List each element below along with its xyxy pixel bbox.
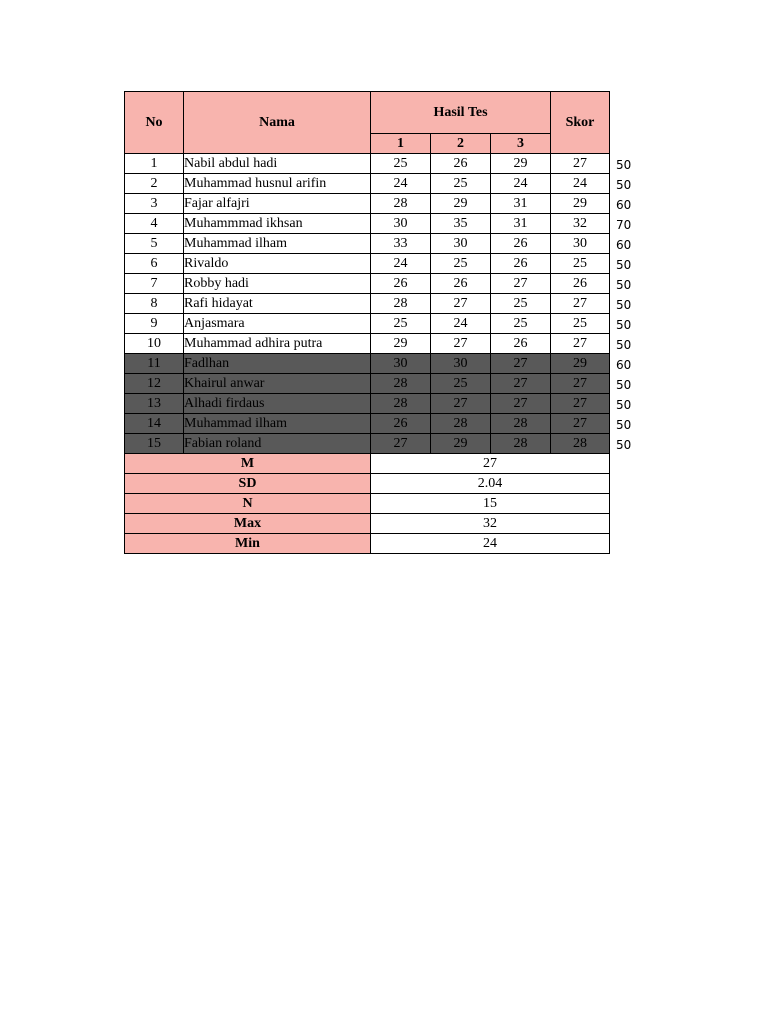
stat-value: 2.04 [371, 474, 610, 494]
score-table [124, 91, 610, 554]
cell-test-3: 24 [491, 174, 551, 194]
cell-test-1: 30 [371, 354, 431, 374]
cell-no: 10 [125, 334, 184, 354]
cell-skor: 30 [551, 234, 610, 254]
cell-nama: Fabian roland [184, 434, 371, 454]
cell-test-1: 30 [371, 214, 431, 234]
stat-value: 32 [371, 514, 610, 534]
cell-nama: Muhammad adhira putra [184, 334, 371, 354]
cell-test-1: 28 [371, 294, 431, 314]
cell-no: 3 [125, 194, 184, 214]
table-row [125, 154, 610, 174]
stat-row [125, 474, 610, 494]
cell-test-3: 27 [491, 354, 551, 374]
table-row [125, 414, 610, 434]
cell-no: 7 [125, 274, 184, 294]
cell-test-3: 28 [491, 434, 551, 454]
cell-test-3: 31 [491, 214, 551, 234]
cell-skor: 29 [551, 354, 610, 374]
cell-skor: 29 [551, 194, 610, 214]
header-skor: Skor [551, 92, 610, 154]
cell-nama: Fadlhan [184, 354, 371, 374]
cell-skor: 27 [551, 374, 610, 394]
cell-test-3: 31 [491, 194, 551, 214]
cell-test-3: 27 [491, 374, 551, 394]
table-row [125, 254, 610, 274]
cell-skor: 32 [551, 214, 610, 234]
side-value: 50 [616, 317, 632, 332]
cell-test-1: 27 [371, 434, 431, 454]
cell-skor: 24 [551, 174, 610, 194]
side-value: 60 [616, 357, 632, 372]
cell-skor: 28 [551, 434, 610, 454]
cell-test-2: 24 [431, 314, 491, 334]
cell-test-2: 28 [431, 414, 491, 434]
side-value: 50 [616, 157, 632, 172]
cell-test-3: 26 [491, 234, 551, 254]
cell-no: 9 [125, 314, 184, 334]
side-value: 60 [616, 237, 632, 252]
cell-test-2: 29 [431, 434, 491, 454]
cell-nama: Anjasmara [184, 314, 371, 334]
stat-value: 27 [371, 454, 610, 474]
cell-test-2: 25 [431, 174, 491, 194]
side-value: 50 [616, 257, 632, 272]
cell-test-1: 25 [371, 154, 431, 174]
stat-row [125, 534, 610, 554]
cell-test-2: 35 [431, 214, 491, 234]
side-value: 50 [616, 177, 632, 192]
stat-label: SD [125, 474, 371, 494]
header-hasil-tes: Hasil Tes [371, 92, 551, 134]
cell-test-1: 26 [371, 414, 431, 434]
cell-skor: 27 [551, 334, 610, 354]
side-value: 50 [616, 297, 632, 312]
stat-value: 24 [371, 534, 610, 554]
cell-test-3: 29 [491, 154, 551, 174]
table-row [125, 274, 610, 294]
table-row [125, 294, 610, 314]
cell-test-2: 26 [431, 274, 491, 294]
cell-test-1: 24 [371, 254, 431, 274]
cell-no: 1 [125, 154, 184, 174]
header-test-2: 2 [431, 134, 491, 154]
stat-label: N [125, 494, 371, 514]
cell-nama: Rivaldo [184, 254, 371, 274]
cell-nama: Muhammad ilham [184, 234, 371, 254]
cell-test-2: 27 [431, 334, 491, 354]
side-value: 50 [616, 277, 632, 292]
table-row [125, 174, 610, 194]
cell-no: 13 [125, 394, 184, 414]
cell-nama: Muhammad ilham [184, 414, 371, 434]
table-row [125, 234, 610, 254]
side-value: 50 [616, 437, 632, 452]
header-no: No [125, 92, 184, 154]
cell-no: 6 [125, 254, 184, 274]
cell-test-1: 29 [371, 334, 431, 354]
cell-no: 4 [125, 214, 184, 234]
stat-label: Min [125, 534, 371, 554]
cell-no: 11 [125, 354, 184, 374]
stat-row [125, 454, 610, 474]
header-nama: Nama [184, 92, 371, 154]
cell-test-2: 25 [431, 254, 491, 274]
cell-test-1: 28 [371, 394, 431, 414]
cell-nama: Alhadi firdaus [184, 394, 371, 414]
cell-no: 12 [125, 374, 184, 394]
side-value: 50 [616, 417, 632, 432]
table-row [125, 394, 610, 414]
cell-test-1: 33 [371, 234, 431, 254]
stat-value: 15 [371, 494, 610, 514]
cell-nama: Muhammad husnul arifin [184, 174, 371, 194]
cell-skor: 26 [551, 274, 610, 294]
side-value: 50 [616, 377, 632, 392]
cell-no: 8 [125, 294, 184, 314]
cell-skor: 25 [551, 314, 610, 334]
table-row [125, 354, 610, 374]
cell-test-1: 24 [371, 174, 431, 194]
stat-row [125, 514, 610, 534]
cell-test-2: 27 [431, 394, 491, 414]
side-value: 60 [616, 197, 632, 212]
table-row [125, 434, 610, 454]
stat-row [125, 494, 610, 514]
cell-skor: 25 [551, 254, 610, 274]
stat-label: M [125, 454, 371, 474]
table-row [125, 314, 610, 334]
cell-skor: 27 [551, 294, 610, 314]
cell-nama: Rafi hidayat [184, 294, 371, 314]
cell-skor: 27 [551, 154, 610, 174]
cell-test-1: 25 [371, 314, 431, 334]
cell-no: 15 [125, 434, 184, 454]
cell-test-2: 29 [431, 194, 491, 214]
cell-nama: Muhammmad ikhsan [184, 214, 371, 234]
side-value: 50 [616, 337, 632, 352]
header-test-1: 1 [371, 134, 431, 154]
cell-test-1: 26 [371, 274, 431, 294]
cell-test-3: 26 [491, 334, 551, 354]
cell-nama: Robby hadi [184, 274, 371, 294]
cell-test-2: 26 [431, 154, 491, 174]
cell-test-1: 28 [371, 194, 431, 214]
cell-test-3: 25 [491, 294, 551, 314]
cell-test-3: 26 [491, 254, 551, 274]
cell-test-3: 28 [491, 414, 551, 434]
cell-nama: Nabil abdul hadi [184, 154, 371, 174]
table-row [125, 374, 610, 394]
table-row [125, 194, 610, 214]
cell-test-3: 27 [491, 274, 551, 294]
cell-test-1: 28 [371, 374, 431, 394]
side-value: 70 [616, 217, 632, 232]
cell-no: 2 [125, 174, 184, 194]
cell-test-2: 30 [431, 234, 491, 254]
cell-test-2: 30 [431, 354, 491, 374]
table-row [125, 334, 610, 354]
cell-no: 14 [125, 414, 184, 434]
cell-no: 5 [125, 234, 184, 254]
cell-skor: 27 [551, 414, 610, 434]
cell-test-3: 27 [491, 394, 551, 414]
cell-nama: Fajar alfajri [184, 194, 371, 214]
cell-test-3: 25 [491, 314, 551, 334]
header-test-3: 3 [491, 134, 551, 154]
side-value: 50 [616, 397, 632, 412]
stat-label: Max [125, 514, 371, 534]
cell-test-2: 25 [431, 374, 491, 394]
table-row [125, 214, 610, 234]
cell-nama: Khairul anwar [184, 374, 371, 394]
cell-skor: 27 [551, 394, 610, 414]
cell-test-2: 27 [431, 294, 491, 314]
